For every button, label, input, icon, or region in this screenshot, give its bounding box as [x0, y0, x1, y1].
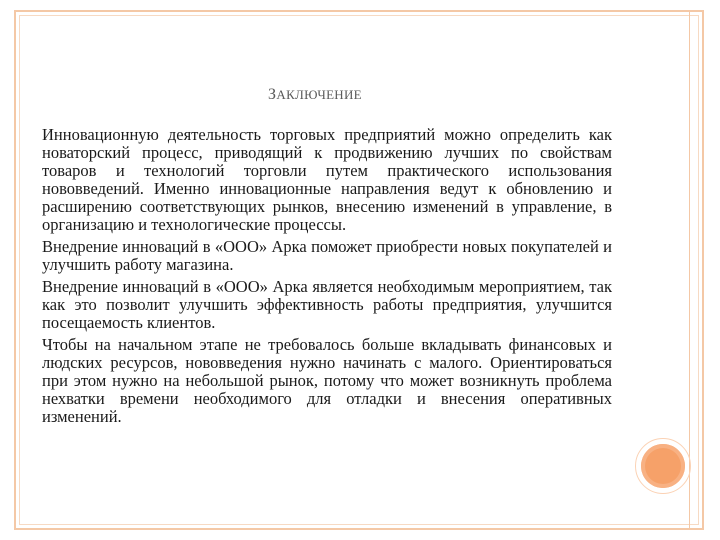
decorative-circle [641, 444, 685, 488]
paragraph-3: Внедрение инноваций в «ООО» Арка является необходимым мероприятием, так как это позволит улучшить эффективность работы предприятия, улучшится посещаемость клиентов. [42, 277, 612, 332]
frame-right-line [689, 10, 690, 530]
paragraph-2: Внедрение инноваций в «ООО» Арка поможет приобрести новых покупателей и улучшить работу магазина. [42, 237, 612, 274]
paragraph-1: Инновационную деятельность торговых предприятий можно определить как новаторский процесс, приводящий к продвижению лучших по свойствам товаров и технологий торговли путем практического использования нововведений. Именно инновационные направления ведут к обновлению и расширению соответствующих рынков, внесению изменений в управление, в организацию и технологические процессы. [42, 125, 612, 234]
slide-title [0, 86, 630, 104]
slide-title-first-letter: З [268, 86, 277, 103]
slide-body [42, 126, 612, 430]
paragraph-4: Чтобы на начальном этапе не требовалось больше вкладывать финансовых и людских ресурсов, нововведения нужно начинать с малого. Ориентироваться при этом нужно на небольшой рынок, потому что может возникнуть проблема нехватки времени необходимого для отладки и внесения оперативных изменений. [42, 335, 612, 426]
slide-title-rest: АКЛЮЧЕНИЕ [276, 87, 362, 102]
